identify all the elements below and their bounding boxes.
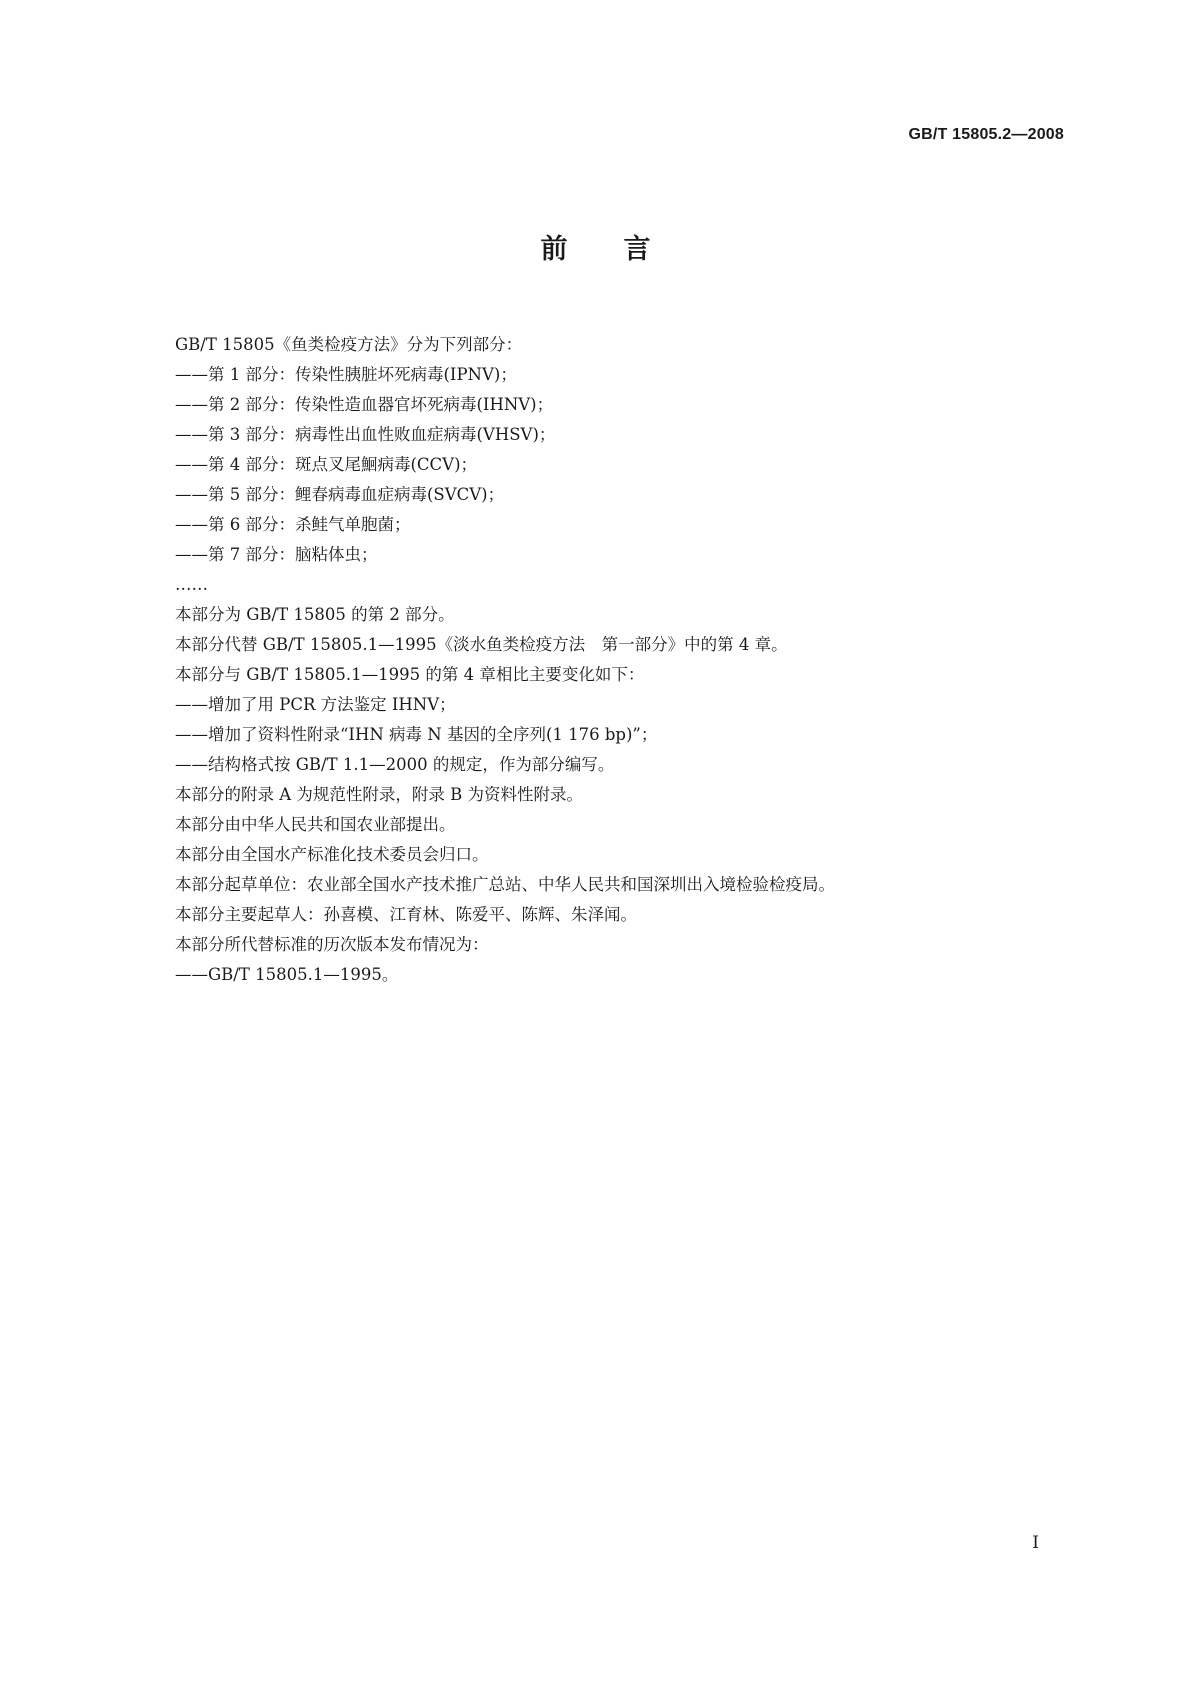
foreword-body bbox=[175, 330, 1075, 990]
body-line: ——第 5 部分：鲤春病毒血症病毒(SVCV)； bbox=[175, 485, 505, 504]
body-line: 本部分起草单位：农业部全国水产技术推广总站、中华人民共和国深圳出入境检验检疫局。 bbox=[175, 875, 835, 894]
body-line: ——第 4 部分：斑点叉尾鮰病毒(CCV)； bbox=[175, 455, 478, 474]
body-line: ——第 7 部分：脑粘体虫； bbox=[175, 545, 378, 564]
body-line: ——结构格式按 GB/T 1.1—2000 的规定，作为部分编写。 bbox=[175, 755, 615, 774]
body-line: …… bbox=[175, 575, 208, 594]
body-line: 本部分主要起草人：孙喜模、江育林、陈爱平、陈辉、朱泽闻。 bbox=[175, 905, 637, 924]
body-line: ——第 3 部分：病毒性出血性败血症病毒(VHSV)； bbox=[175, 425, 556, 444]
body-line: ——增加了用 PCR 方法鉴定 IHNV； bbox=[175, 695, 456, 714]
body-line: ——第 1 部分：传染性胰脏坏死病毒(IPNV)； bbox=[175, 365, 517, 384]
body-line: 本部分与 GB/T 15805.1—1995 的第 4 章相比主要变化如下： bbox=[175, 665, 645, 684]
body-line: 本部分所代替标准的历次版本发布情况为： bbox=[175, 935, 489, 954]
body-line: ——第 6 部分：杀鲑气单胞菌； bbox=[175, 515, 411, 534]
body-line: 本部分由全国水产标准化技术委员会归口。 bbox=[175, 845, 489, 864]
body-line: GB/T 15805《鱼类检疫方法》分为下列部分： bbox=[175, 335, 523, 354]
page-number: I bbox=[1032, 1533, 1039, 1553]
body-line: 本部分的附录 A 为规范性附录，附录 B 为资料性附录。 bbox=[175, 785, 584, 804]
page-title: 前言 bbox=[540, 234, 707, 265]
body-line: 本部分代替 GB/T 15805.1—1995《淡水鱼类检疫方法 第一部分》中的第 4 章。 bbox=[175, 635, 788, 654]
body-line: ——GB/T 15805.1—1995。 bbox=[175, 965, 399, 984]
body-line: 本部分为 GB/T 15805 的第 2 部分。 bbox=[175, 605, 455, 624]
document-code: GB/T 15805.2—2008 bbox=[908, 126, 1064, 143]
body-line: 本部分由中华人民共和国农业部提出。 bbox=[175, 815, 456, 834]
body-line: ——第 2 部分：传染性造血器官坏死病毒(IHNV)； bbox=[175, 395, 554, 414]
body-line: ——增加了资料性附录“IHN 病毒 N 基因的全序列(1 176 bp)”； bbox=[175, 725, 658, 744]
